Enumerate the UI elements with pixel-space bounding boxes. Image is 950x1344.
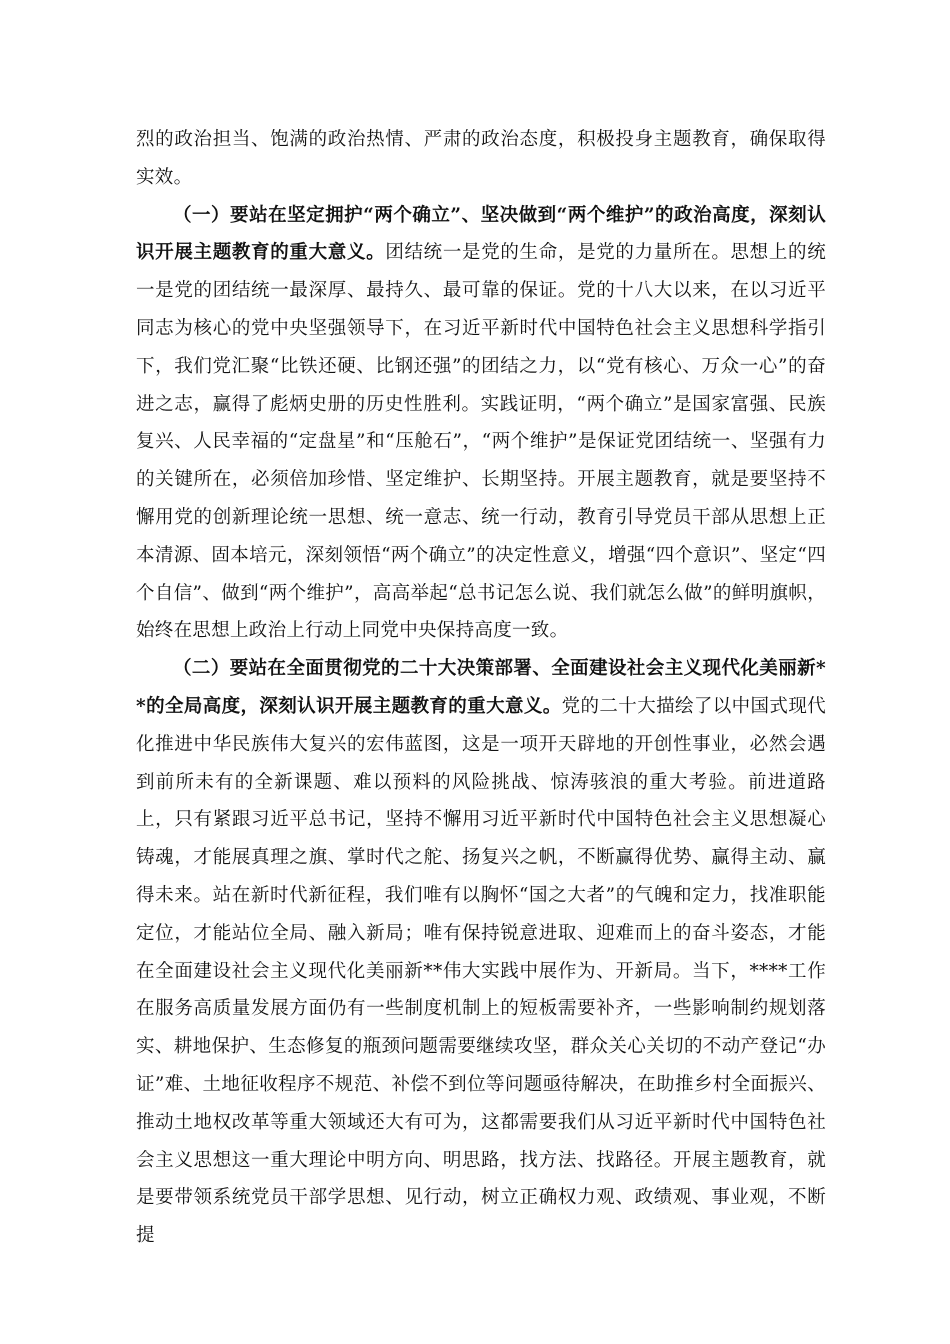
- section-heading-1: （一）要站在坚定拥护“两个确立”、坚决做到“两个维护”的政治高度，深刻认识开展主题教育的重大意义。: [136, 204, 826, 264]
- paragraph-section-1: [136, 197, 826, 651]
- section-heading-2: （二）要站在全面贯彻党的二十大决策部署、全面建设社会主义现代化美丽新**的全局高度，深刻认识开展主题教育的重大意义。: [136, 658, 826, 717]
- document-page: [136, 121, 826, 1255]
- paragraph-continuation: [136, 121, 826, 197]
- paragraph-section-2: [136, 650, 826, 1255]
- paragraph-body: 党的二十大描绘了以中国式现代化推进中华民族伟大复兴的宏伟蓝图，这是一项开天辟地的开创性事业，必然会遇到前所未有的全新课题、难以预料的风险挑战、惊涛骇浪的重大考验。前进道路上，只有紧跟习近平总书记，坚持不懈用习近平新时代中国特色社会主义思想凝心铸魂，才能展真理之旗、掌时代之舵、扬复兴之帆，不断赢得优势、赢得主动、赢得未来。站在新时代新征程，我们唯有以胸怀“国之大者”的气魄和定力，找准职能定位，才能站位全局、融入新局；唯有保持锐意进取、迎难而上的奋斗姿态，才能在全面建设社会主义现代化美丽新**伟大实践中展作为、开新局。当下，****工作在服务高质量发展方面仍有一些制度机制上的短板需要补齐，一些影响制约规划落实、耕地保护、生态修复的瓶颈问题需要继续攻坚，群众关心关切的不动产登记“办证”难、土地征收程序不规范、补偿不到位等问题亟待解决，在助推乡村全面振兴、推动土地权改革等重大领域还大有可为，这都需要我们从习近平新时代中国特色社会主义思想这一重大理论中明方向、明思路，找方法、找路径。开展主题教育，就是要带领系统党员干部学思想、见行动，树立正确权力观、政绩观、事业观，不断提: [136, 695, 827, 1247]
- paragraph-body: 团结统一是党的生命，是党的力量所在。思想上的统一是党的团结统一最深厚、最持久、最可靠的保证。党的十八大以来，在以习近平同志为核心的党中央坚强领导下，在习近平新时代中国特色社会主义思想科学指引下，我们党汇聚“比铁还硬、比钢还强”的团结之力，以“党有核心、万众一心”的奋进之志，赢得了彪炳史册的历史性胜利。实践证明，“两个确立”是国家富强、民族复兴、人民幸福的“定盘星”和“压舱石”，“两个维护”是保证党团结统一、坚强有力的关键所在，必须倍加珍惜、坚定维护、长期坚持。开展主题教育，就是要坚持不懈用党的创新理论统一思想、统一意志、统一行动，教育引导党员干部从思想上正本清源、固本培元，深刻领悟“两个确立”的决定性意义，增强“四个意识”、坚定“四个自信”、做到“两个维护”，高高举起“总书记怎么说、我们就怎么做”的鲜明旗帜，始终在思想上政治上行动上同党中央保持高度一致。: [136, 242, 827, 642]
- paragraph-body: 烈的政治担当、饱满的政治热情、严肃的政治态度，积极投身主题教育，确保取得实效。: [136, 129, 826, 188]
